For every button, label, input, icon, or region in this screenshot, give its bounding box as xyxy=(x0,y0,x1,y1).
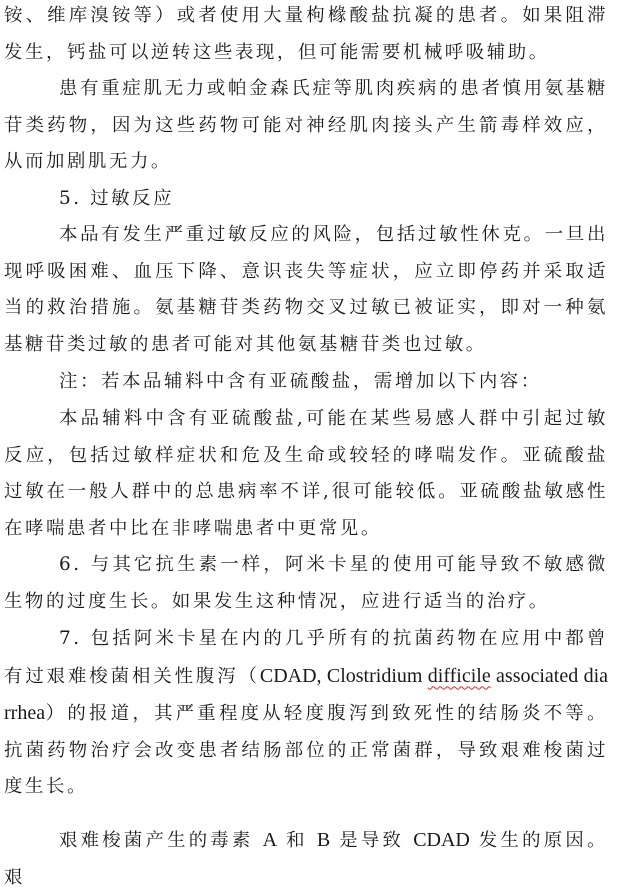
toxins-text-1: 艰难梭菌产生的毒素 xyxy=(59,830,263,851)
paragraph-cdad xyxy=(4,621,608,806)
toxin-b-label: B xyxy=(316,829,331,851)
cdad-latin-term-difficile: difficile xyxy=(427,664,491,687)
paragraph-myasthenia-caution: 患有重症肌无力或帕金森氏症等肌肉疾病的患者慎用氨基糖苷类药物，因为这些药物可能对神经肌肉接头产生箭毒样效应，从而加剧肌无力。 xyxy=(4,78,608,173)
toxins-text-4: 发生的原因。艰 xyxy=(4,830,608,888)
toxin-a-label: A xyxy=(262,829,278,851)
paragraph-superinfection: 6. 与其它抗生素一样，阿米卡星的使用可能导致不敏感微生物的过度生长。如果发生这种情况，应进行适当的治疗。 xyxy=(4,554,608,612)
cdad-text-start: 7. 包括阿米卡星在内的几乎所有的抗菌药物在应用中都曾有过艰难梭菌相关性腹泻（ xyxy=(4,628,608,687)
paragraph-toxins xyxy=(4,822,608,896)
paragraph-sulfite-sensitivity: 本品辅料中含有亚硫酸盐,可能在某些易感人群中引起过敏反应，包括过敏样症状和危及生命或较轻的哮喘发作。亚硫酸盐过敏在一般人群中的总患病率不详,很可能较低。亚硫酸盐敏感性在哮喘患者中比在非哮喘患者中更常见。 xyxy=(4,408,608,539)
paragraph-anaphylaxis: 本品有发生严重过敏反应的风险，包括过敏性休克。一旦出现呼吸困难、血压下降、意识丧失等症状，应立即停药并采取适当的救治措施。氨基糖苷类药物交叉过敏已被证实，即对一种氨基糖苷类过敏的患者可能对其他氨基糖苷类也过敏。 xyxy=(4,224,608,355)
toxins-text-2: 和 xyxy=(277,830,317,851)
note-sulfite: 注：若本品辅料中含有亚硫酸盐，需增加以下内容： xyxy=(59,371,542,392)
cdad-latin-term-1: CDAD, Clostridium xyxy=(259,664,428,687)
toxins-text-3: 是导致 xyxy=(330,830,414,851)
paragraph-blocker-reversal: 铵、维库溴铵等）或者使用大量枸橼酸盐抗凝的患者。如果阻滞发生，钙盐可以逆转这些表现，但可能需要机械呼吸辅助。 xyxy=(4,5,608,63)
cdad-abbrev: CDAD xyxy=(413,829,470,851)
cdad-text-end: ）的报道，其严重程度从轻度腹泻到致死性的结肠炎不等。抗菌药物治疗会改变患者结肠部位的正常菌群，导致艰难梭菌过度生长。 xyxy=(4,703,608,798)
cdad-latin-term-2: associated diarrhea xyxy=(4,664,608,725)
section-heading-allergic-reaction: 5. 过敏反应 xyxy=(59,188,175,209)
